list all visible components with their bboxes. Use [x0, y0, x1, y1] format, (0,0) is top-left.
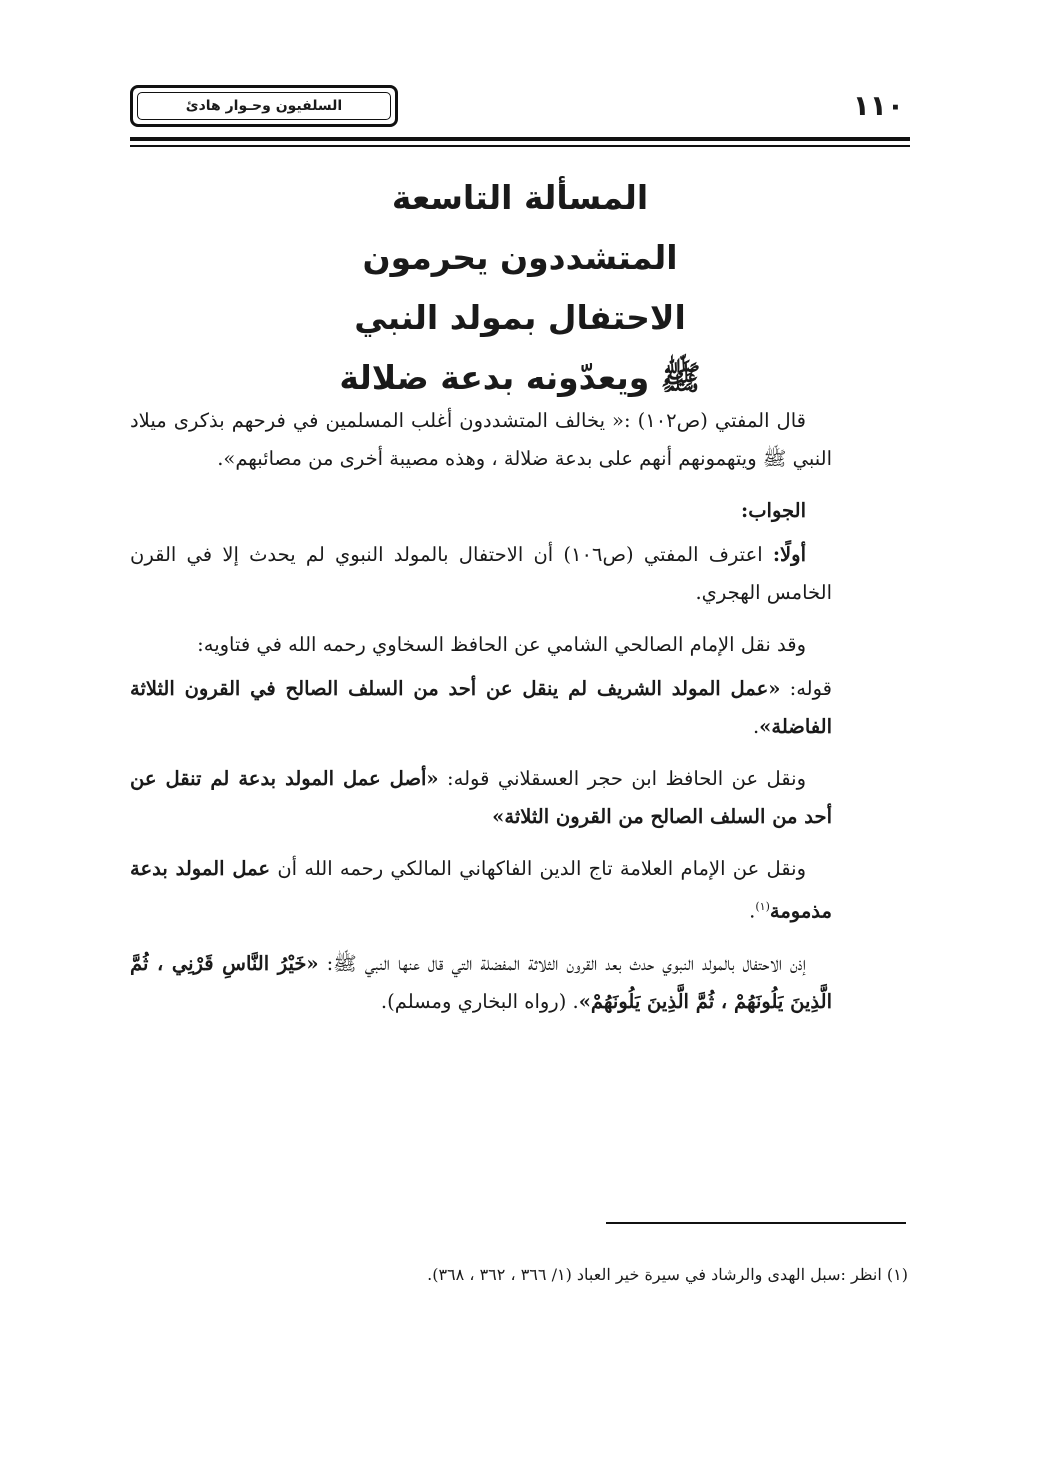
footnote: (١) انظر :سبل الهدى والرشاد في سيرة خير العباد (١/ ٣٦٦ ، ٣٦٢ ، ٣٦٨).	[427, 1265, 908, 1284]
footnote-reference: (١)	[755, 900, 770, 913]
fakihani-bold: عمل المولد بدعة مذمومة	[130, 857, 832, 923]
sakhawi-quote-lead: قوله:	[780, 677, 832, 700]
footnote-separator	[606, 1222, 906, 1224]
chapter-heading-line-4: ﷺ ويعدّونه بدعة ضلالة	[339, 358, 701, 397]
conclusion-lead: إذن الاحتفال بالمولد النبوي حدث بعد القرون الثلاثة المفضلة التي قال عنها النبي ﷺ:	[318, 951, 806, 975]
body-text	[130, 402, 832, 1035]
paragraph-first-point	[130, 536, 832, 612]
fakihani-tail: .	[749, 899, 756, 923]
header-rule-thick	[130, 137, 910, 141]
header-rule-thin	[130, 145, 910, 147]
fakihani-lead: ونقل عن الإمام العلامة تاج الدين الفاكهاني المالكي رحمه الله أن	[270, 857, 807, 880]
paragraph-mufti-quote: قال المفتي (ص١٠٢) :« يخالف المتشددون أغلب المسلمين في فرحهم بذكرى ميلاد النبي ﷺ ويتهمونهم أنهم على بدعة ضلالة ، وهذه مصيبة أخرى من مصائبهم».	[130, 409, 832, 470]
chapter-heading-line-3: الاحتفال بمولد النبي	[354, 298, 686, 337]
paragraph-conclusion	[130, 945, 832, 1021]
sakhawi-quote-tail: .	[752, 715, 760, 738]
first-point-text: اعترف المفتي (ص١٠٦) أن الاحتفال بالمولد النبوي لم يحدث إلا في القرن الخامس الهجري.	[130, 543, 832, 604]
conclusion-tail: . (رواه البخاري ومسلم).	[380, 989, 579, 1013]
running-title-frame	[130, 85, 398, 127]
paragraph-sakhawi-quote	[130, 670, 832, 746]
page-number: ١١٠	[852, 89, 904, 122]
paragraph-ibn-hajar	[130, 760, 832, 836]
paragraph-fakihani	[130, 850, 832, 931]
chapter-heading	[130, 168, 910, 408]
chapter-heading-line-2: المتشددون يحرمون	[362, 238, 678, 277]
hadith-quote: «خَيْرُ النَّاسِ قَرْنِي ، ثُمَّ الَّذِينَ يَلُونَهُمْ ، ثُمَّ الَّذِينَ يَلُونَهُمْ»	[130, 951, 832, 1013]
ibn-hajar-quote: «أصل عمل المولد بدعة لم تنقل عن أحد من السلف الصالح من القرون الثلاثة»	[130, 767, 832, 828]
page-header	[130, 85, 910, 155]
chapter-heading-line-1: المسألة التاسعة	[391, 178, 649, 217]
ibn-hajar-lead: ونقل عن الحافظ ابن حجر العسقلاني قوله:	[438, 767, 806, 790]
paragraph-sakhawi-intro: وقد نقل الإمام الصالحي الشامي عن الحافظ السخاوي رحمه الله في فتاويه:	[197, 633, 806, 656]
first-point-label: أولًا:	[772, 543, 806, 566]
running-title: السلفيون وحـوار هادئ	[137, 92, 391, 120]
sakhawi-quote: «عمل المولد الشريف لم ينقل عن أحد من السلف الصالح في القرون الثلاثة الفاضلة»	[130, 677, 832, 738]
answer-heading: الجواب:	[741, 499, 806, 522]
